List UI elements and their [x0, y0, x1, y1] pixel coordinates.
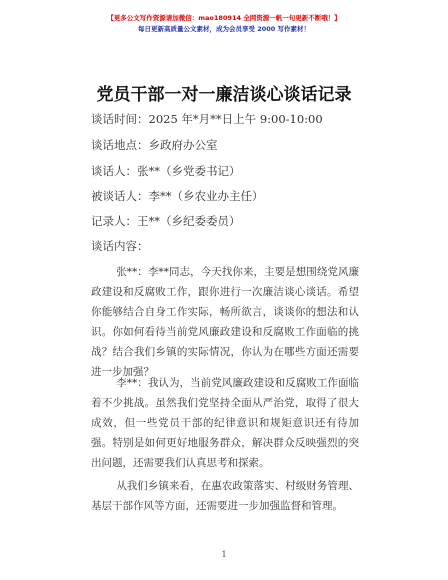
document-title: 党员干部一对一廉洁谈心谈话记录	[96, 85, 352, 105]
paragraph-1: 张**：李**同志，今天找你来，主要是想围绕党风廉政建设和反腐败工作，跟你进行一次廉洁谈心谈话。希望你能够结合自身工作实际，畅所欲言，谈谈你的想法和认识。你如何看待当前党风廉政建设和反腐败工作面临的挑战？结合我们乡镇的实际情况，你认为在哪些方面还需要进一步加强？	[91, 266, 359, 378]
interviewer: 谈话人：张**（乡党委书记）	[91, 164, 241, 178]
content-label: 谈话内容：	[91, 239, 149, 253]
promo-banner-red: 【更多公文写作资源请加微信：mao180914 全网资源一帆一句更新不断哦！】	[107, 14, 341, 22]
recorder: 记录人：王**（乡纪委委员）	[91, 214, 241, 228]
paragraph-3: 从我们乡镇来看，在惠农政策落实、村级财务管理、基层干部作风等方面，还需要进一步加强监督和管理。	[91, 480, 359, 512]
interviewee: 被谈话人：李**（乡农业办主任）	[91, 189, 264, 203]
meeting-time: 谈话时间：2025 年*月**日上午 9:00-10:00	[91, 112, 323, 126]
promo-banner-blue: 每日更新高质量公文素材，成为会员享受 2000 写作素材！	[137, 25, 311, 33]
meeting-place: 谈话地点：乡政府办公室	[91, 138, 218, 152]
paragraph-2: 李**：我认为，当前党风廉政建设和反腐败工作面临着不少挑战。虽然我们党坚持全面从严治党，取得了很大成效，但一些党员干部的纪律意识和规矩意识还有待加强。特别是如何更好地服务群众，解决群众反映强烈的突出问题，还需要我们认真思考和探索。	[91, 377, 359, 469]
page-number: 1	[221, 550, 227, 559]
